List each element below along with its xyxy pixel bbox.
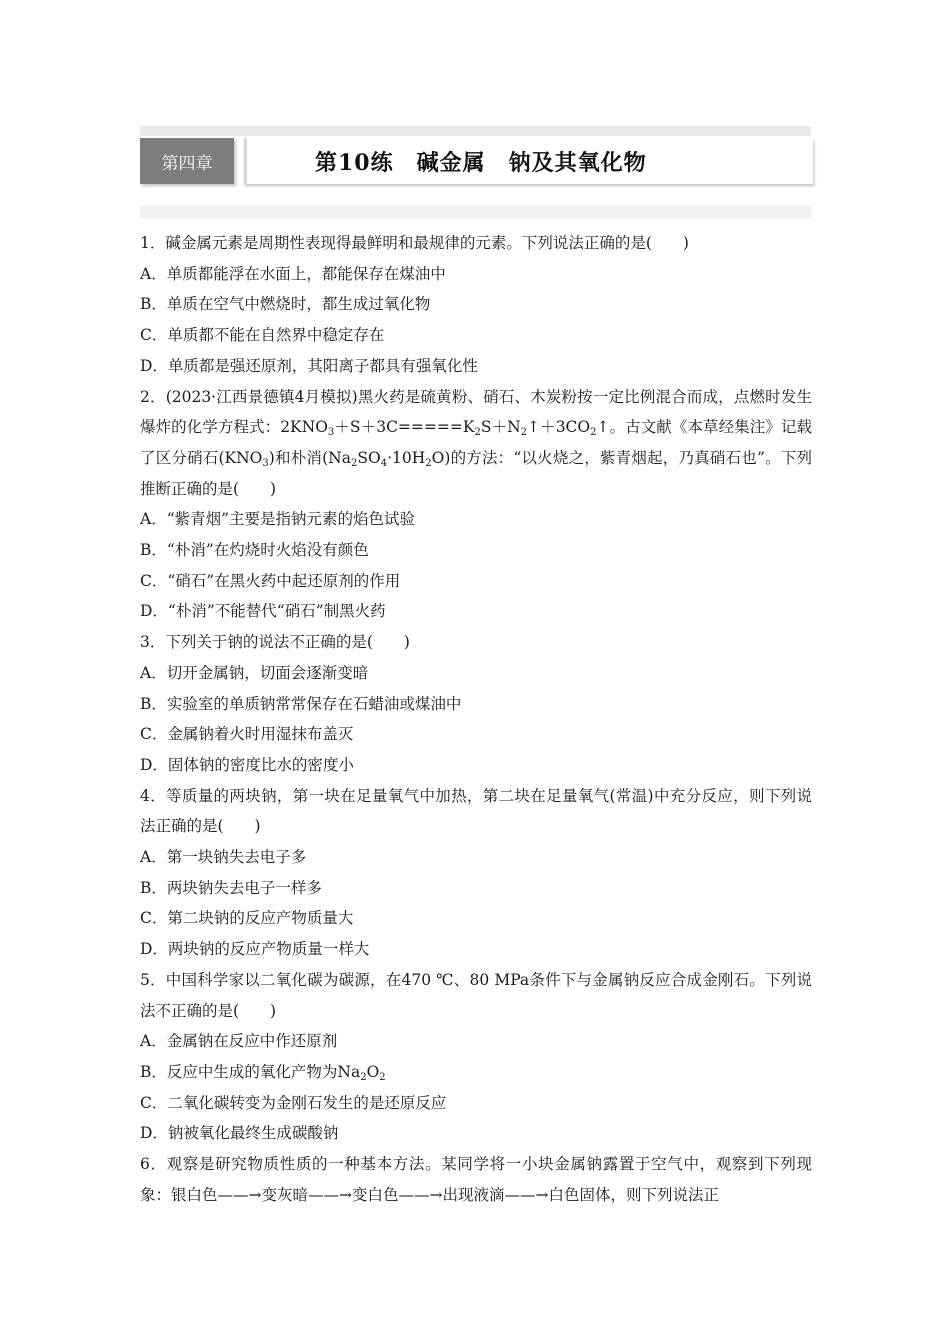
- q5-option-b: B．反应中生成的氧化产物为$Na_2O_2$: [140, 1062, 386, 1083]
- title-box: [244, 138, 813, 184]
- q2-stem: 2．(2023·江西景德镇4月模拟)黑火药是硫黄粉、硝石、木炭粉按一定比例混合而成，点燃时发生爆炸的化学方程式：$2KNO_3+S+3C=====K_2S+N_2↑+3CO_2↑$。古文献《本草经集注》记载了区分硝石$(KNO_3)$和朴消$(Na_2SO_4\cdot 10H_2O)$的方法：“以火烧之，紫青烟起，乃真硝石也”。下列推断正确的是( ): [140, 387, 812, 498]
- q2-option-c: C．“硝石”在黑火药中起还原剂的作用: [140, 571, 401, 590]
- q1-option-c: C．单质都不能在自然界中稳定存在: [140, 326, 385, 345]
- q5-stem: 5．中国科学家以二氧化碳为碳源，在470 ℃、80 MPa条件下与金属钠反应合成金刚石。下列说法不正确的是( ): [140, 970, 812, 1020]
- q4-option-c: C．第二块钠的反应产物质量大: [140, 909, 354, 928]
- q3-stem: 3．下列关于钠的说法不正确的是( ): [140, 633, 410, 652]
- q4-option-d: D．两块钠的反应产物质量一样大: [140, 940, 370, 959]
- page-title: 第10练 碱金属 钠及其氧化物: [315, 149, 647, 176]
- q3-option-b: B．实验室的单质钠常常保存在石蜡油或煤油中: [140, 694, 462, 713]
- q5-option-a: A．金属钠在反应中作还原剂: [140, 1032, 338, 1051]
- q2-option-d: D．“朴消”不能替代“硝石”制黑火药: [140, 602, 386, 621]
- q3-option-a: A．切开金属钠，切面会逐渐变暗: [140, 663, 369, 682]
- q1-option-d: D．单质都是强还原剂，其阳离子都具有强氧化性: [140, 356, 478, 375]
- q5-option-c: C．二氧化碳转变为金刚石发生的是还原反应: [140, 1093, 447, 1112]
- q5-option-d: D．钠被氧化最终生成碳酸钠: [140, 1124, 339, 1143]
- q6-stem: 6．观察是研究物质性质的一种基本方法。某同学将一小块金属钠露置于空气中，观察到下列现象：银白色——→变灰暗——→变白色——→出现液滴——→白色固体，则下列说法正: [140, 1155, 812, 1204]
- q4-option-b: B．两块钠失去电子一样多: [140, 878, 322, 897]
- q1-option-b: B．单质在空气中燃烧时，都生成过氧化物: [140, 295, 431, 314]
- q3-option-d: D．固体钠的密度比水的密度小: [140, 755, 354, 774]
- q2-option-b: B．“朴消”在灼烧时火焰没有颜色: [140, 541, 369, 560]
- q4-option-a: A．第一块钠失去电子多: [140, 848, 307, 867]
- q1-stem: 1．碱金属元素是周期性表现得最鲜明和最规律的元素。下列说法正确的是( ): [140, 234, 689, 252]
- q3-option-c: C．金属钠着火时用湿抹布盖灭: [140, 725, 354, 744]
- question-list: [140, 228, 812, 1211]
- q4-stem: 4．等质量的两块钠，第一块在足量氧气中加热，第二块在足量氧气(常温)中充分反应，则下列说法正确的是( ): [140, 786, 812, 836]
- chapter-tab: 第四章: [140, 138, 234, 184]
- q1-option-a: A．单质都能浮在水面上，都能保存在煤油中: [140, 264, 446, 283]
- q2-option-a: A．“紫青烟”主要是指钠元素的焰色试验: [140, 510, 416, 529]
